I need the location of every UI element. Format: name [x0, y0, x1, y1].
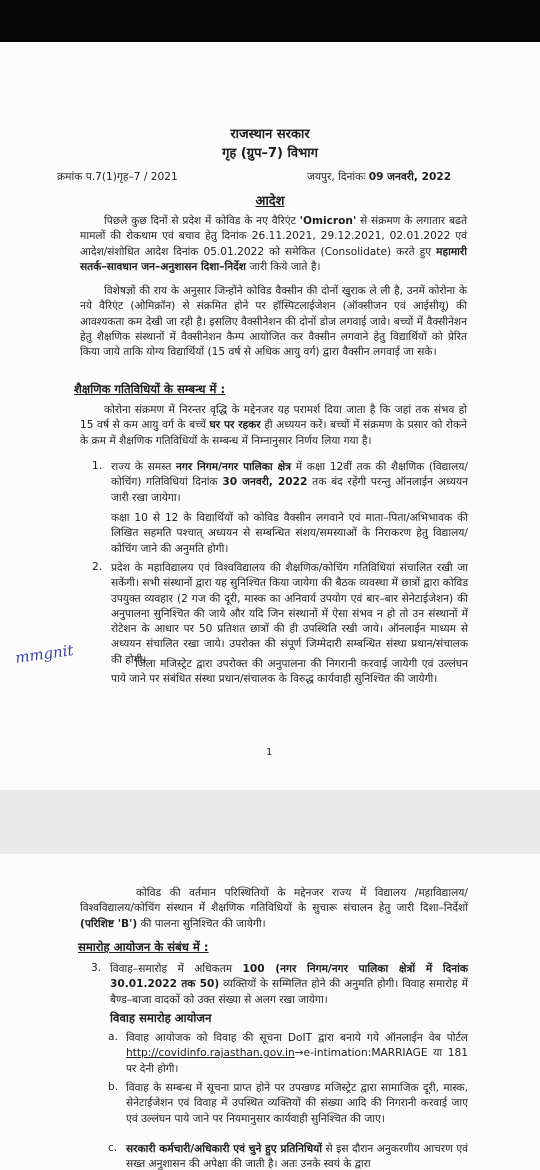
item-a-text-1: विवाह आयोजक को विवाह की सूचना DoIT द्वारा बनाये गये ऑनलाईन वेब पोर्टल	[126, 1032, 468, 1044]
item-3-number: 3.	[91, 962, 102, 974]
advisory-text-c: ही अध्ययन करें। बच्चों में संक्रमण के प्रसार को रोकने के क्रम में शैक्षणिक गतिविधियों के सम्बन्ध में निम्नानुसार निर्णय लिया गया है।	[80, 419, 468, 447]
municipal-area-label: नगर निगम/नगर पालिका क्षेत्र	[176, 461, 292, 473]
events-section-heading	[78, 940, 209, 955]
government-title: राजस्थान सरकार	[230, 127, 310, 142]
item-1-text-a: राज्य के समस्त	[111, 461, 177, 473]
events-section-heading-text: समारोह आयोजन के संबंध में :	[78, 940, 209, 954]
item-b-text: विवाह के सम्बन्ध में सूचना प्राप्त होने पर उपखण्ड मजिस्ट्रेट द्वारा सामाजिक दूरी, मास्क, सेनेटाईजेशन एवं विवाह में उपस्थित व्यक्तियों की संख्या आदि की निगरानी करवाई जाए एवं उल्लंघन पाये जाने पर नियमानुसार कार्यवाही सुनिश्चित की जाए।	[126, 1082, 468, 1125]
officials-label: सरकारी कर्मचारी/अधिकारी एवं चुने हुए प्रतिनिधियों	[126, 1143, 323, 1155]
wedding-subsection-heading: विवाह समारोह आयोजन	[110, 1011, 212, 1025]
schools-text-c: की पालना सुनिश्चित की जायेगी।	[137, 917, 266, 930]
item-1-text-e: तक बंद रहेंगी परन्तु ऑनलाईन अध्ययन जारी रखा जायेगा।	[111, 476, 468, 504]
guidelines-title: महामारी सतर्क–सावधान जन–अनुशासन दिशा–निर्देश	[80, 245, 467, 273]
item-3-text	[110, 962, 468, 1008]
top-black-bar	[0, 0, 540, 42]
schools-guidelines-paragraph	[80, 886, 468, 932]
item-a-text	[126, 1031, 468, 1077]
item-2-subparagraph: जिला मजिस्ट्रेट द्वारा उपरोक्त की अनुपालना की निगरानी करवाई जायेगी एवं उल्लंघन पाये जाने पर संबंधित संस्था प्रधान/संचालक के विरुद्ध कार्यवाही सुनिश्चित की जायेगी।	[111, 658, 468, 686]
omicron-label: 'Omicron'	[299, 215, 357, 227]
intro-text-e: जारी किये जाते है।	[246, 260, 321, 273]
item-1-text	[111, 460, 468, 506]
advisory-paragraph	[80, 403, 467, 449]
item-b-label: b.	[108, 1081, 119, 1093]
vaccination-paragraph: विशेषज्ञों की राय के अनुसार जिन्होंने कोविड वैक्सीन की दोनों खुराक ले ली है, उनमें कोरोना के नये वैरिएंट (ओमिक्रॉन) से संक्रमित होने पर हॉस्पिटलाईजेशन (ऑक्सीजन एवं आईसीयू) की आवश्यकता कम देखी जा रही है। इसलिए वैक्सीनेशन की दोनों डोज लगवाई जावे। बच्चों में वैक्सीनेशन हेतु शैक्षणिक संस्थानों में वैक्सीनेशन कैम्प आयोजित कर वैक्सीन लगवाने हेतु विद्यार्थियों को प्रेरित किया जाये ताकि योग्य विद्यार्थियों (15 वर्ष से अधिक आयु वर्ग) द्वारा वैक्सीन लगवाई जा सके।	[80, 285, 467, 359]
schools-text-a: कोविड की वर्तमान परिस्थितियों के मद्देनजर राज्य में विद्यालय /महाविद्यालय/विश्वविद्यालय/कोचिंग संस्थान में शैक्षणिक गतिविधियों के सुचारू संचालन हेतु जारी दिशा–निर्देशों	[80, 887, 468, 915]
intro-text-c: से संक्रमण के लगातार बढते मामलों की रोकथाम एवं बचाव हेतु दिनांक 26.11.2021, 29.12.2021, 02.01.2022 एवं आदेश/संशोधित आदेश दिनांक 05.01.2022 को समेकित (Consolidate) करते हुए	[80, 215, 467, 258]
item-3-text-a: विवाह–समारोह में अधिकतम	[110, 963, 243, 975]
date-value: 09 जनवरी, 2022	[368, 171, 452, 183]
item-c-text	[126, 1142, 468, 1170]
item-c-text-b: से इस दौरान अनुकरणीय आचरण एवं सख्त अनुशासन की अपेक्षा की जाती है। अतः उनके स्वयं के द्वारा	[126, 1143, 468, 1170]
item-2-number: 2.	[92, 561, 103, 573]
page-number: 1	[266, 747, 273, 758]
order-heading	[0, 191, 540, 209]
intro-text-a: पिछले कुछ दिनों से प्रदेश में कोविड के नए वैरिएंट	[104, 215, 300, 227]
order-date	[307, 170, 451, 184]
place-label: जयपुर, दिनांकः	[307, 171, 366, 183]
order-heading-text: आदेश	[255, 194, 285, 209]
education-section-heading	[74, 382, 225, 397]
department-title: गृह (ग्रुप–7) विभाग	[222, 146, 318, 161]
advisory-text-a: कोरोना संक्रमण में निरन्तर वृद्धि के मद्देनजर यह परामर्श दिया जाता है कि जहां तक संभव हो 15 वर्ष से कम आयु वर्ग के बच्चें	[80, 404, 467, 432]
intro-paragraph	[80, 214, 467, 275]
item-1-number: 1.	[92, 460, 103, 472]
stay-home-label: घर पर रहकर	[209, 419, 261, 432]
document-page-2	[0, 854, 540, 1170]
item-1-subparagraph: कक्षा 10 से 12 के विद्यार्थियों को कोविड वैक्सीन लगवाने एवं माता–पिता/अभिभावक की लिखित सहमति पश्चात् अध्ययन से सम्बन्धित संशय/समस्याओं के निराकरण हेतु विद्यालय/कोचिंग जाने की अनुमति होगी।	[111, 512, 468, 555]
item-2-text: प्रदेश के महाविद्यालय एवं विश्वविद्यालय की शैक्षणिक/कोचिंग गतिविधियां संचालित रखी जा सकेंगी। सभी संस्थानों द्वारा यह सुनिश्चित किया जायेगा की बैठक व्यवस्था में छात्रों द्वारा कोविड उपयुक्त व्यवहार (2 गज की दूरी, मास्क का अनिवार्य उपयोग एवं बार–बार सेनेटाईजेशन) की अनुपालना सुनिश्चित की जाये और यदि जिन संस्थानों में ऐसा संभव न हो तो उन संस्थानों में रोटेशन के आधार पर 50 प्रतिशत छात्रों की ही उपस्थिति रखी जाये। ऑनलाईन माध्यम से अध्ययन संचालित रखा जाये। उपरोक्त की संपूर्ण जिम्मेदारी सम्बन्धित संस्था प्रधान/संचालक की होगी।	[111, 562, 468, 666]
education-section-heading-text: शैक्षणिक गतिविधियों के सम्बन्ध में :	[74, 382, 226, 396]
item-c-label: c.	[108, 1142, 118, 1154]
handwritten-signature: mmgnit	[14, 641, 75, 667]
guest-limit-label: 100 (नगर निगम/नगर पालिका क्षेत्रों में दिनांक 30.01.2022 तक 50)	[110, 963, 468, 991]
annexure-b-label: (परिशिष्ट 'B')	[80, 917, 138, 930]
order-number: क्रमांक प.7(1)गृह–7 / 2021	[57, 171, 178, 183]
closure-date: 30 जनवरी, 2022	[222, 476, 308, 489]
page-gap	[0, 790, 540, 854]
item-a-label: a.	[108, 1031, 118, 1043]
item-1-text-c: में कक्षा 12वीं तक की शैक्षणिक (विद्यालय/कोचिंग) गतिविधियां दिनांक	[111, 461, 468, 489]
item-3-text-c: व्यक्तियों के सम्मिलित होने की अनुमति होगी। विवाह समारोह में बैण्ड–बाजा वादकों को उक्त संख्या से अलग रखा जायेगा।	[110, 978, 469, 1006]
document-page-1	[0, 42, 540, 790]
covidinfo-portal-link[interactable]: http://covidinfo.rajasthan.gov.in	[126, 1047, 295, 1060]
item-a-text-2: →e-intimation:MARRIAGE या 181 पर देनी होगी।	[126, 1047, 468, 1075]
